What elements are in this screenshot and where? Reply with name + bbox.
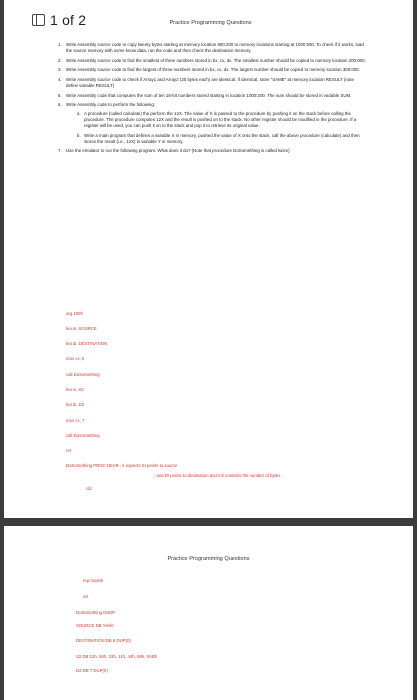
question-number: 5. — [58, 92, 62, 98]
code-line: DoSomething PROC NEAR ; it expects SI points to source — [66, 463, 178, 468]
code-line: D2 DB 7 DUP(0) — [76, 668, 108, 673]
sub-question — [77, 132, 366, 145]
question-item — [58, 102, 366, 145]
question-number: 2. — [58, 57, 62, 63]
document-page-1 — [4, 0, 413, 518]
question-item — [58, 42, 366, 54]
sub-question-text: A procedure (called calculate) the perform the 12X. The value of X is passed to the procedure by pushing it on the stack before calling the procedure. The procedure computes 12X and the result is pushed on to the stack. No other register should be modified in the procedure. If a register will be used, you can push it on to the stack and pop it to retrieve its original value. — [84, 111, 357, 129]
sub-question — [77, 111, 366, 130]
question-text: Write Assembly code to perform the following: — [66, 102, 155, 108]
question-text: Write Assembly source code to copy twenty bytes starting at memory location 800:200 to memory locations starting at 1000:500. To check if it works, load the source memory with some know data, run the code and then check the destination memory. — [66, 42, 364, 54]
question-text: Write Assembly source code to check if Array1 and Array2 (20 bytes each) are identical. If identical, store "SAME" at memory location RESULT (note define variable RESULT) — [66, 76, 354, 89]
code-line: DoSomething ENDP — [76, 610, 116, 615]
code-line: lea di, D2 — [66, 402, 85, 407]
sub-question-text: Write a main program that defines a variable X in memory, pushed the value of X onto the stack, call the above procedure (calculate) and then stores the result (i.e., 12X) in variable Y in memory. — [84, 132, 360, 144]
code-line: S2 DB 12h, 56h, 33h, 11h, 44h, 88h, 0ABh — [76, 654, 158, 659]
question-text: Write Assembly source code to find the smallest of three numbers stored in bx, cx, dx. The smallest number should be copied to memory location 200:000. — [66, 57, 366, 63]
question-number: 3. — [58, 67, 62, 73]
code-line: ret — [83, 594, 89, 599]
question-text: Write Assembly source code to find the largest of three numbers stored in bx, cx, dx. The largest number should be copied to memory location 300:000. — [66, 67, 360, 73]
code-line: rep movsb — [83, 578, 104, 583]
code-line: cld — [86, 486, 92, 491]
sub-question-letter: b. — [77, 132, 81, 138]
question-item — [58, 67, 366, 73]
page-header-title: Practice Programming Questions — [167, 556, 250, 562]
question-item — [58, 92, 366, 99]
page-indicator-text: 1 of 2 — [50, 12, 87, 28]
code-line: call DoSomething — [66, 372, 100, 377]
code-line: ret — [66, 448, 72, 453]
question-item — [58, 76, 366, 89]
question-item — [58, 148, 366, 154]
document-page-2 — [4, 526, 413, 700]
code-line: lea di, DESTINATION — [66, 341, 108, 346]
code-line: lea si, S2 — [66, 387, 84, 392]
sub-question-letter: a. — [77, 111, 81, 117]
question-number: 4. — [58, 76, 62, 82]
code-line: mov cx, 5 — [66, 356, 85, 361]
code-line: call DoSomething — [66, 433, 100, 438]
question-number: 6. — [58, 102, 62, 108]
code-line: SOURCE DB 'Hello' — [76, 623, 115, 628]
question-text: Use the emulator to run the following program. What does it do? (Note that procedure DoSomething is called twice) — [66, 148, 290, 154]
question-list — [58, 42, 366, 158]
question-item — [58, 57, 366, 64]
code-line: lea si, SOURCE — [66, 326, 97, 331]
code-line: org 100h — [66, 311, 83, 316]
code-line: mov cx, 7 — [66, 418, 85, 423]
code-line: ; and DI points to destination and CX contains the number of bytes — [154, 473, 281, 478]
question-number: 7. — [58, 148, 62, 154]
code-line: DESTINATION DB 6 DUP(0) — [76, 638, 131, 643]
question-text: Write Assembly code that computes the sum of ten 16-bit numbers stored starting in location 1000:200. The sum should be stored in variable SUM. — [66, 92, 352, 98]
page-header-title: Practice Programming Questions — [169, 20, 252, 26]
question-number: 1. — [58, 42, 62, 47]
